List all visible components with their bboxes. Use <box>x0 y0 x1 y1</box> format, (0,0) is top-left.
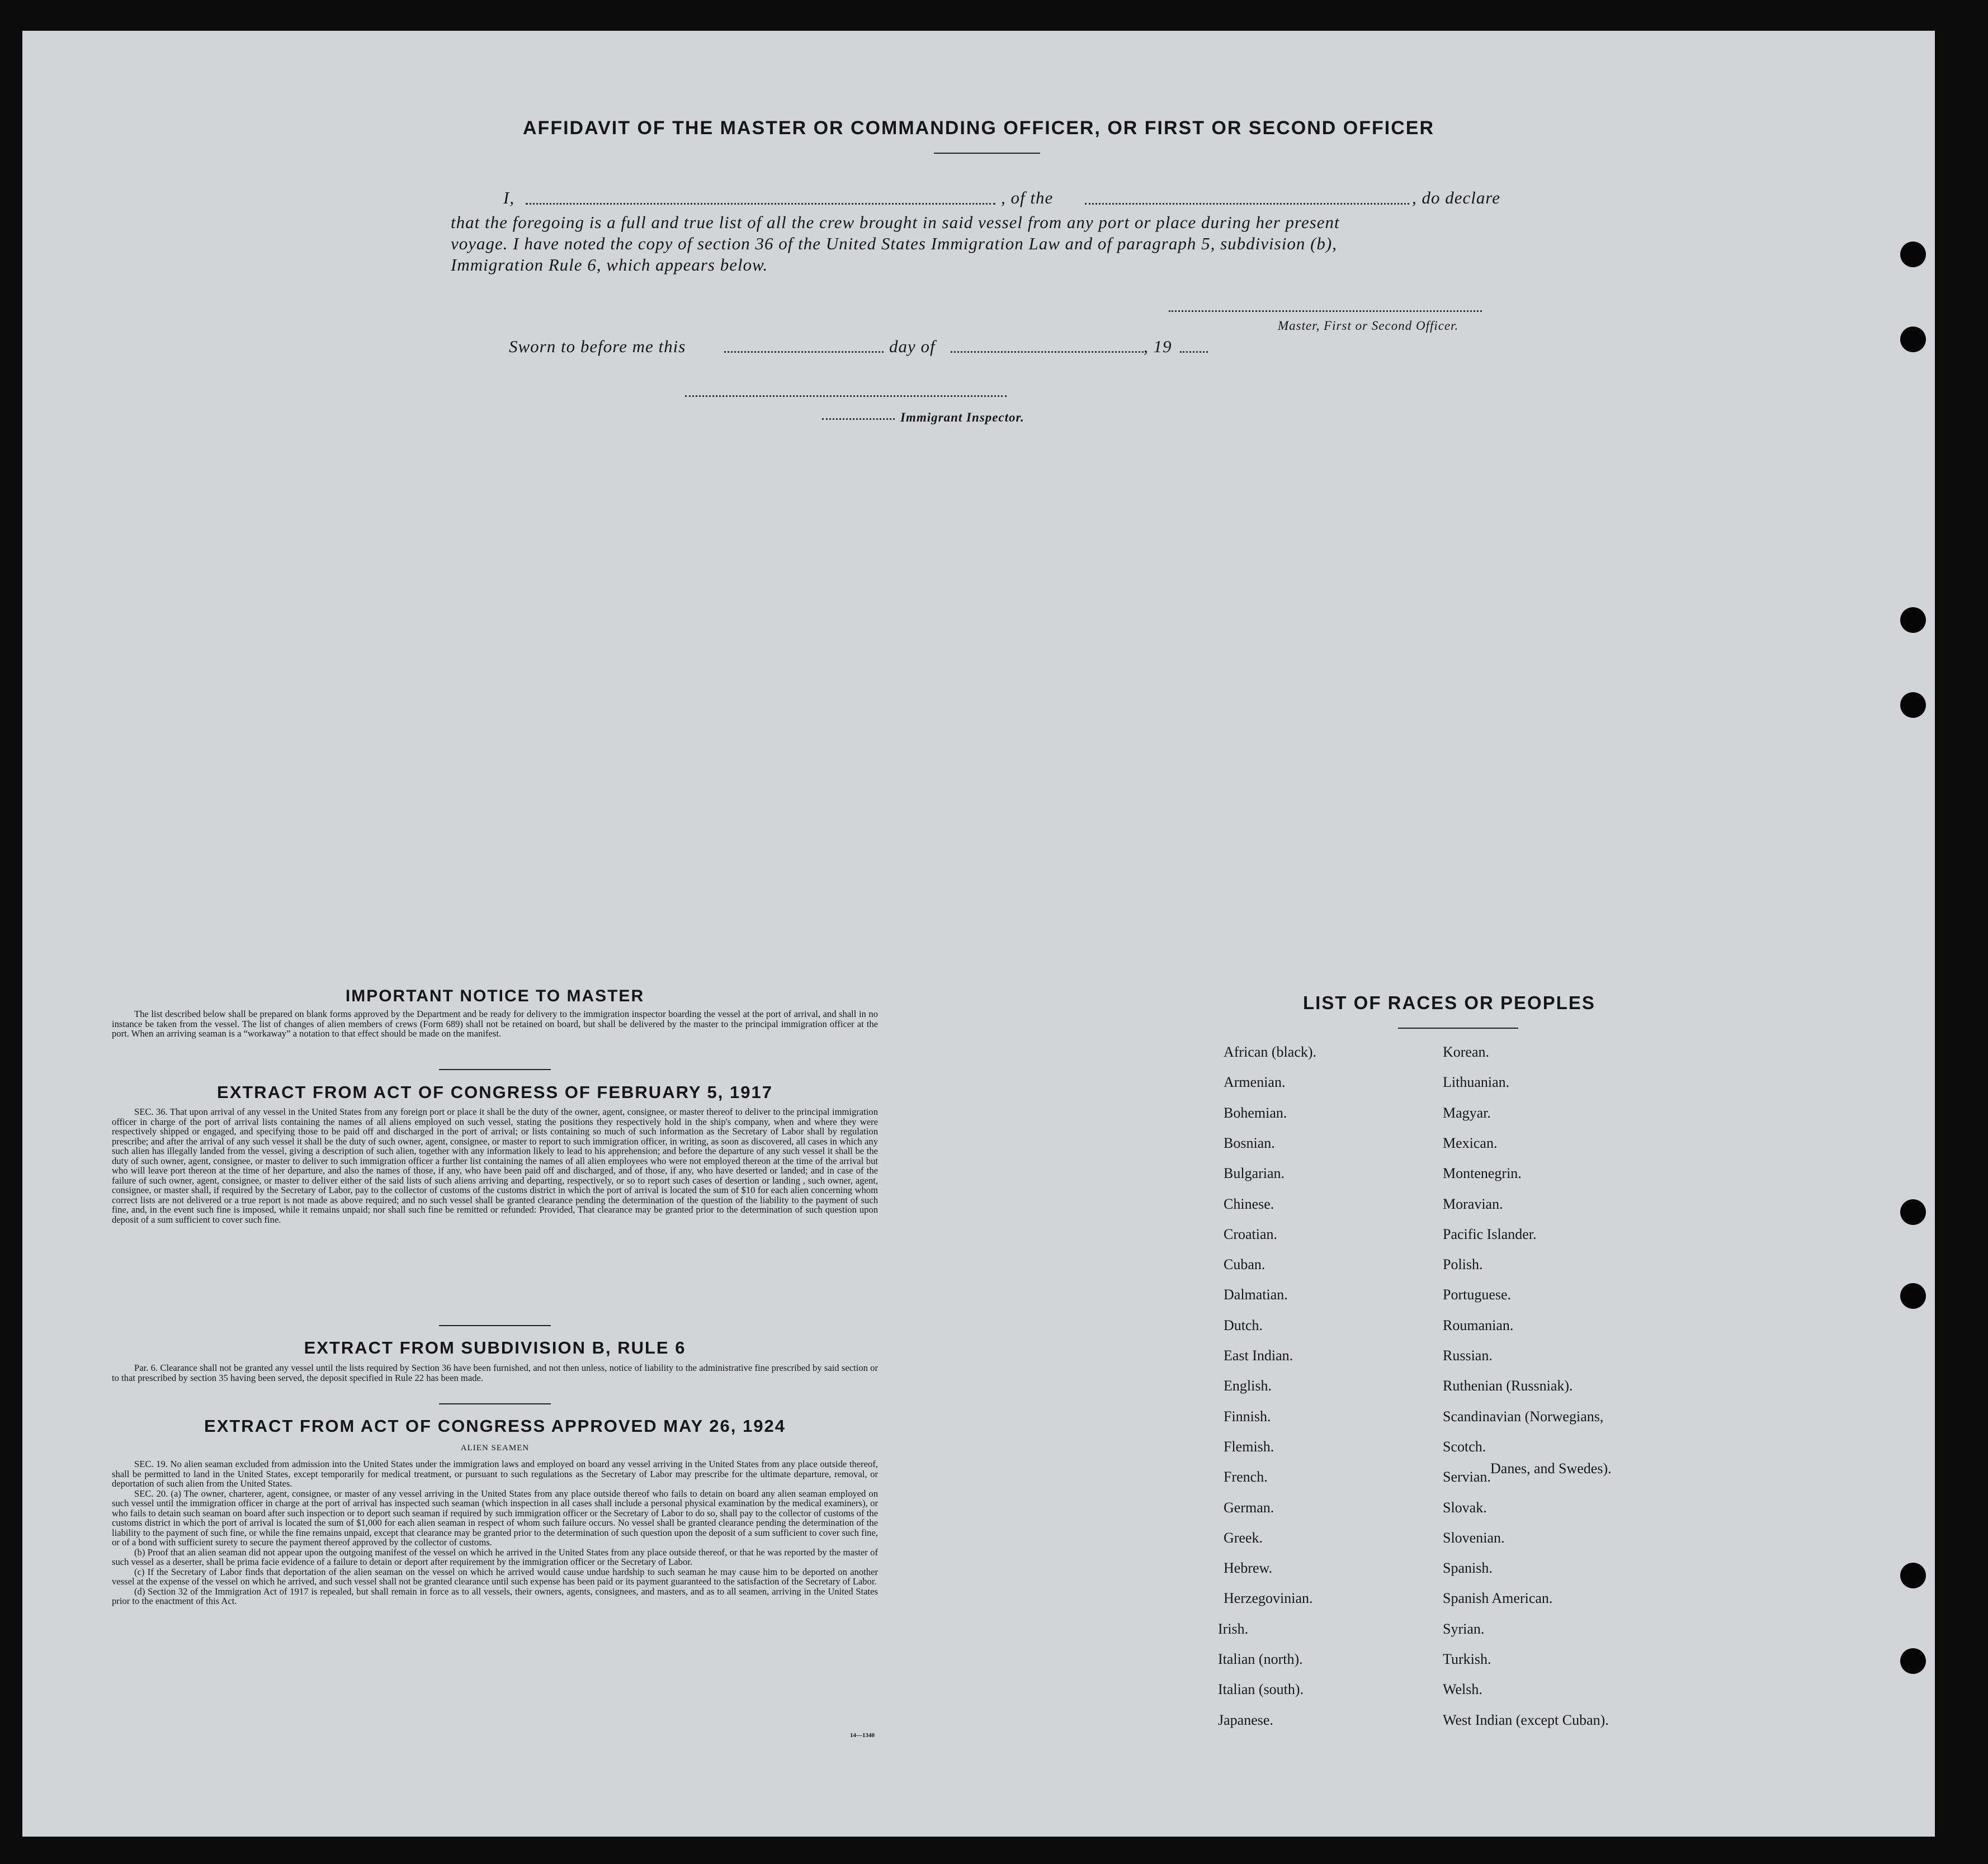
race-right-item: Magyar. <box>1443 1105 1491 1121</box>
punch-hole <box>1900 1648 1926 1674</box>
affidavit-line-4: Immigration Rule 6, which appears below. <box>451 255 768 275</box>
race-left-item: Greek. <box>1224 1530 1263 1546</box>
race-right-item: Slovenian. <box>1443 1530 1505 1546</box>
race-left-item: Dalmatian. <box>1224 1286 1288 1303</box>
affidavit-title: AFFIDAVIT OF THE MASTER OR COMMANDING OFFICER, OR FIRST OR SECOND OFFICER <box>523 117 1434 139</box>
master-signature-label: Master, First or Second Officer. <box>1278 319 1459 333</box>
form-number: 14—1340 <box>850 1732 875 1739</box>
punch-hole <box>1900 607 1926 633</box>
alien-seamen-subtitle: ALIEN SEAMEN <box>460 1444 530 1453</box>
race-left-item: Japanese. <box>1218 1712 1273 1728</box>
race-left-item: Dutch. <box>1224 1317 1263 1333</box>
rule-6-body <box>112 1363 878 1383</box>
race-right-item: Mexican. <box>1443 1135 1498 1151</box>
race-right-item: Lithuanian. <box>1443 1074 1510 1090</box>
divider-2 <box>439 1325 551 1326</box>
races-divider <box>1398 1028 1518 1029</box>
race-left-item: German. <box>1224 1499 1274 1516</box>
race-left-item: Flemish. <box>1224 1439 1274 1455</box>
race-right-item: West Indian (except Cuban). <box>1443 1712 1609 1728</box>
affidavit-line-3: voyage. I have noted the copy of section 36 of the United States Immigration Law and of paragraph 5, subdivision (b), <box>451 234 1337 253</box>
race-left-item: African (black). <box>1224 1044 1317 1060</box>
race-right-item: Pacific Islander. <box>1443 1226 1537 1242</box>
affidavit-i: I, <box>503 188 515 207</box>
month-blank <box>951 351 1144 353</box>
year-blank <box>1180 351 1208 353</box>
sec-19-text: SEC. 19. No alien seaman excluded from admission into the United States under the immigration laws and employed on board any vessel arriving in the United States from any place outside thereof, shall be permitted to land in the United States, except temporarily for medical treatment, or pursuant to such regulations as the Secretary of Labor may prescribe for the ultimate departure, removal, or deportation of such alien from the United States. <box>112 1459 878 1489</box>
master-signature-line <box>1169 310 1482 312</box>
extract-1917-body <box>112 1107 878 1224</box>
rule-6-text: Par. 6. Clearance shall not be granted any vessel until the lists required by Section 36 have been furnished, and not then unless, notice of liability to the administrative fine prescribed by said section or to that prescribed by section 35 having been served, the deposit specified in Rule 22 has been made. <box>112 1362 878 1383</box>
race-right-item: Moravian. <box>1443 1196 1503 1212</box>
race-left-item: English. <box>1224 1378 1272 1394</box>
race-right-item: Scotch. <box>1443 1439 1486 1455</box>
races-title: LIST OF RACES OR PEOPLES <box>1303 992 1595 1013</box>
race-right-item: Spanish. <box>1443 1560 1493 1576</box>
notice-text: The list described below shall be prepared on blank forms approved by the Department and be ready for delivery to the immigration inspector boarding the vessel at the port of arrival, and shall in no instance be taken from the vessel. The list of changes of alien members of crews (Form 689) shall not be retained on board, but shall be delivered by the master to the principal immigration officer at the port. When an arriving seaman is a “workaway” a notation to that effect should be made on the manifest. <box>112 1009 878 1039</box>
race-left-item: Irish. <box>1218 1621 1249 1637</box>
race-right-item: Scandinavian (Norwegians, <box>1443 1408 1604 1425</box>
race-right-item: Servian. <box>1443 1469 1491 1485</box>
affidavit-line-2: that the foregoing is a full and true list of all the crew brought in said vessel from any port or place during her present <box>451 212 1340 232</box>
day-blank <box>724 351 884 353</box>
rule-6-title: EXTRACT FROM SUBDIVISION B, RULE 6 <box>304 1338 686 1357</box>
inspector-short-line <box>822 418 895 420</box>
extract-1917-title: EXTRACT FROM ACT OF CONGRESS OF FEBRUARY 5, 1917 <box>217 1082 773 1102</box>
race-left-item: French. <box>1224 1469 1268 1485</box>
race-right-item: Turkish. <box>1443 1651 1491 1667</box>
race-left-item: Chinese. <box>1224 1196 1274 1212</box>
notice-title: IMPORTANT NOTICE TO MASTER <box>345 987 645 1005</box>
race-left-item: Bohemian. <box>1224 1105 1287 1121</box>
notice-body <box>112 1009 878 1039</box>
punch-hole <box>1900 327 1926 352</box>
sworn-text: Sworn to before me this <box>509 337 686 356</box>
race-right-item: Slovak. <box>1443 1499 1487 1516</box>
sec-20d-text: (d) Section 32 of the Immigration Act of 1917 is repealed, but shall remain in force as to all vessels, their owners, agents, consignees, and masters, and as to all seamen, arriving in the United States prior to the enactment of this Act. <box>112 1586 878 1606</box>
sec-20c-text: (c) If the Secretary of Labor finds that deportation of the alien seaman on the vessel on which he arrived would cause undue hardship to such seaman he may cause him to be deported on another vessel at the expense of the vessel on which he arrived, and such vessel shall not be granted clearance until such expense has been paid or its payment guaranteed to the satisfaction of the Secretary of Labor. <box>112 1566 878 1587</box>
race-left-item: Bulgarian. <box>1224 1165 1285 1181</box>
affidavit-do-declare: , do declare <box>1412 188 1501 207</box>
day-of-text: day of <box>889 337 936 356</box>
race-left-item: East Indian. <box>1224 1347 1293 1364</box>
year-prefix: , 19 <box>1144 337 1172 356</box>
race-left-item: Italian (north). <box>1218 1651 1303 1667</box>
race-right-item: Roumanian. <box>1443 1317 1514 1333</box>
punch-hole <box>1900 692 1926 718</box>
inspector-signature-line <box>685 395 1007 397</box>
race-right-item: Montenegrin. <box>1443 1165 1522 1181</box>
race-right-item: Welsh. <box>1443 1681 1482 1697</box>
race-left-item: Finnish. <box>1224 1408 1271 1425</box>
punch-hole <box>1900 1283 1926 1309</box>
race-left-item: Cuban. <box>1224 1256 1265 1272</box>
race-left-item: Croatian. <box>1224 1226 1278 1242</box>
race-left-item: Italian (south). <box>1218 1681 1304 1697</box>
punch-hole <box>1900 242 1926 267</box>
race-left-item: Armenian. <box>1224 1074 1286 1090</box>
race-left-item: Hebrew. <box>1224 1560 1273 1576</box>
sec-20a-text: SEC. 20. (a) The owner, charterer, agent, consignee, or master of any vessel arriving in the United States from any place outside thereof who fails to detain on board any alien seaman employed on such vessel until the immigration officer in charge at the port of arrival has inspected such seaman (which inspection in all cases shall include a personal physical examination by the medical examiners), or who fails to detain such seaman on board after such inspection or to deport such seaman if required by such immigration officer or the Secretary of Labor to do so, shall pay to the collector of customs of the customs district in which the port of arrival is located the sum of $1,000 for each alien seaman in respect of whom such failure occurs. No vessel shall be granted clearance pending the determination of the liability to the payment of such fine, or while the fine remains unpaid, except that clearance may be granted prior to the determination of such question upon the deposit of a sum sufficient to cover such fine, or of a bond with sufficient surety to secure the payment thereof approved by the collector of customs. <box>112 1488 878 1548</box>
inspector-label: Immigrant Inspector. <box>900 410 1024 424</box>
race-right-item: Korean. <box>1443 1044 1490 1060</box>
race-left-item: Herzegovinian. <box>1224 1590 1313 1606</box>
vessel-blank <box>1085 203 1409 205</box>
race-right-item: Portuguese. <box>1443 1286 1512 1303</box>
extract-1924-title: EXTRACT FROM ACT OF CONGRESS APPROVED MAY 26, 1924 <box>204 1416 786 1436</box>
name-blank <box>526 203 995 205</box>
race-right-item: Spanish American. <box>1443 1590 1553 1606</box>
extract-1917-text: SEC. 36. That upon arrival of any vessel in the United States from any foreign port or place it shall be the duty of the owner, agent, consignee, or master thereof to deliver to the principal immigration officer in charge of the port of arrival lists containing the names of all aliens employed on such vessel, stating the positions they respectively hold in the ship's company, when and where they were respectively shipped or engaged, and specifying those to be paid off and discharged in the port of arrival; or lists containing so much of such information as the Secretary of Labor shall by regulation prescribe; and after the arrival of any such vessel it shall be the duty of such owner, agent, consignee, or master to report to such immigration officer, in writing, as soon as discovered, all cases in which any such alien has illegally landed from the vessel, giving a description of such alien, together with any information likely to lead to his apprehension; and before the departure of any such vessel it shall be the duty of such owner, agent, consignee, or master to deliver to such immigration officer a further list containing the names of all alien employees who were not employed thereon at the time of the arrival but who will leave port thereon at the time of her departure, and also the names of those, if any, who have been paid off and discharged, and of those, if any, who have deserted or landed; and in case of the failure of such owner, agent, consignee, or master to deliver either of the said lists of such aliens arriving and departing, respectively, or so to report such cases of desertion or landing , such owner, agent, consignee, or master shall, if required by the Secretary of Labor, pay to the collector of customs of the customs district in which the port of arrival is located the sum of $10 for each alien concerning whom correct lists are not delivered or a true report is not made as above required; and no such vessel shall be granted clearance pending the determination of the question of the liability to the payment of such fine, and, in the event such fine is imposed, while it remains unpaid; nor shall such fine be remitted or refunded: Provided, That clearance may be granted prior to the determination of such question upon deposit of a sum sufficient to cover such fine. <box>112 1106 878 1225</box>
race-right-item: Russian. <box>1443 1347 1493 1364</box>
extract-1924-body <box>112 1459 878 1606</box>
race-right-item: Polish. <box>1443 1256 1483 1272</box>
divider-3 <box>439 1403 551 1404</box>
race-right-item: Syrian. <box>1443 1621 1485 1637</box>
affidavit-of-the: , of the <box>1001 188 1054 207</box>
sec-20b-text: (b) Proof that an alien seaman did not appear upon the outgoing manifest of the vessel on which he arrived in the United States from any place outside thereof, or that he was reported by the master of such vessel as a deserter, shall be prima facie evidence of a failure to detain or deport after requirement by the immigration officer or the Secretary of Labor. <box>112 1546 878 1567</box>
race-right-item: Ruthenian (Russniak). <box>1443 1378 1573 1394</box>
punch-hole <box>1900 1563 1926 1588</box>
race-scandinavian-cont: Danes, and Swedes). <box>1490 1460 1612 1477</box>
race-left-item: Bosnian. <box>1224 1135 1275 1151</box>
title-divider <box>934 153 1040 154</box>
document-page <box>22 31 1935 1837</box>
punch-hole <box>1900 1199 1926 1225</box>
divider-1 <box>439 1069 551 1070</box>
